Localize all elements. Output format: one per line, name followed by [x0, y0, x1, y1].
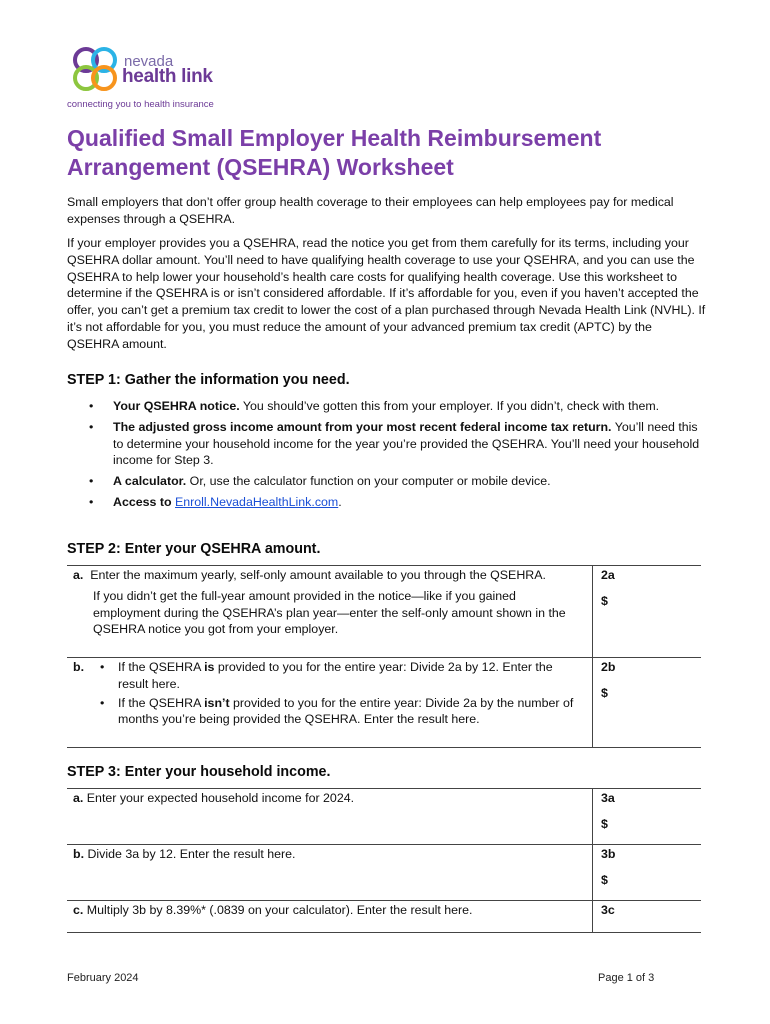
step2a-question: [67, 566, 593, 658]
list-item: [67, 473, 707, 490]
item-text: .: [338, 494, 342, 509]
row-label: a.: [73, 791, 84, 805]
row-label: b.: [73, 847, 85, 861]
item-bold-text: Access to: [113, 494, 172, 509]
table-row: [67, 901, 701, 933]
item-text: If the QSEHRA: [118, 695, 205, 710]
list-item: [67, 419, 707, 469]
step3a-text: Enter your expected household income for 2024.: [83, 791, 355, 805]
step1-list: [67, 398, 707, 515]
page-title-line1: Qualified Small Employer Health Reimbursement: [67, 125, 602, 151]
field-label: 2b: [601, 660, 616, 674]
row-label: c.: [73, 903, 84, 917]
step2-table: [67, 565, 701, 748]
row-label: b.: [73, 660, 85, 674]
intro-paragraph-2: If your employer provides you a QSEHRA, read the notice you get from them carefully for its terms, including your QSEHRA dollar amount. You’ll need to have qualifying health coverage to use your QSEHRA, and you can use the QSEHRA to help lower your household’s health care costs for qualifying health coverage. Use this worksheet to determine if the QSEHRA is or isn’t considered affordable. If it’s affordable for you, even if you haven’t accepted the offer, you can’t get a premium tax credit to lower the cost of a plan purchased through Nevada Health Link (NVHL). If it’s not affordable for you, you must reduce the amount of your advanced premium tax credit (APTC) by the QSEHRA amount.: [67, 236, 706, 351]
field-label: 3a: [601, 791, 615, 805]
item-text: provided to you for the entire year: Divide 2a by 12. Enter the result here.: [118, 660, 553, 691]
table-row: [67, 658, 701, 748]
step2a-text: Enter the maximum yearly, self-only amount available to you through the QSEHRA.: [90, 568, 546, 582]
field-3c[interactable]: [593, 901, 702, 933]
footer-page-number: Page 1 of 3: [598, 972, 655, 984]
step1-heading: STEP 1: Gather the information you need.: [67, 372, 350, 388]
logo-knot-icon: [66, 44, 124, 102]
logo-brand-small: nevada: [124, 53, 174, 70]
step3-table: [67, 788, 701, 933]
dollar-sign: $: [601, 816, 608, 831]
field-label: 3b: [601, 847, 616, 861]
item-text: provided to you for the entire year: Divide 2a by the number of months you’re being provided the QSEHRA. Enter the result here.: [118, 695, 574, 727]
page-title: [67, 124, 707, 182]
step2a-note: If you didn’t get the full-year amount provided in the notice—like if you gained employment during the QSEHRA’s plan year—enter the self-only amount shown in the QSEHRA notice you got from your employer.: [93, 588, 566, 637]
step2b-list: [90, 659, 578, 730]
footer-date: February 2024: [67, 972, 139, 984]
dollar-sign: $: [601, 593, 608, 608]
step3-heading: STEP 3: Enter your household income.: [67, 764, 331, 780]
item-bold-text: isn’t: [204, 695, 230, 710]
list-item: [90, 695, 578, 729]
field-label: 2a: [601, 568, 615, 582]
field-2b[interactable]: [593, 658, 702, 748]
field-3b[interactable]: [593, 845, 702, 901]
enroll-link[interactable]: Enroll.NevadaHealthLink.com: [175, 494, 339, 509]
row-label: a.: [73, 568, 84, 582]
field-label: 3c: [601, 903, 615, 917]
dollar-sign: $: [601, 685, 608, 700]
step2-heading: STEP 2: Enter your QSEHRA amount.: [67, 541, 321, 557]
list-item: [90, 659, 578, 693]
dollar-sign: $: [601, 872, 608, 887]
field-2a[interactable]: [593, 566, 702, 658]
logo-brand-large: health link: [122, 66, 213, 87]
step3a-question: [67, 789, 593, 845]
step3b-text: Divide 3a by 12. Enter the result here.: [84, 847, 296, 861]
item-text: Or, use the calculator function on your computer or mobile device.: [186, 474, 551, 489]
step2b-question: [67, 658, 593, 748]
item-text: You’ll need this to determine your household income for the year you’re provided the QSEHRA. You’ll need your household income for Step 3.: [113, 419, 700, 468]
item-bold-text: Your QSEHRA notice.: [113, 399, 240, 413]
list-item: [67, 494, 707, 511]
item-bold-text: A calculator.: [113, 474, 187, 489]
step3c-text: Multiply 3b by 8.39%* (.0839 on your calculator). Enter the result here.: [83, 903, 473, 917]
page-title-line2: Arrangement (QSEHRA) Worksheet: [67, 154, 454, 180]
item-text: If the QSEHRA: [118, 660, 205, 674]
field-3a[interactable]: [593, 789, 702, 845]
list-item: [67, 398, 707, 415]
item-text: You should’ve gotten this from your employer. If you didn’t, check with them.: [239, 399, 660, 413]
intro-paragraph-1: Small employers that don’t offer group health coverage to their employees can help employees pay for medical expenses through a QSEHRA.: [67, 195, 674, 226]
table-row: [67, 566, 701, 658]
logo-tagline: connecting you to health insurance: [67, 99, 214, 110]
step3b-question: [67, 845, 593, 901]
table-row: [67, 789, 701, 845]
table-row: [67, 845, 701, 901]
item-bold-text: is: [204, 660, 215, 674]
step3c-question: [67, 901, 593, 933]
item-bold-text: The adjusted gross income amount from your most recent federal income tax return.: [113, 419, 612, 434]
